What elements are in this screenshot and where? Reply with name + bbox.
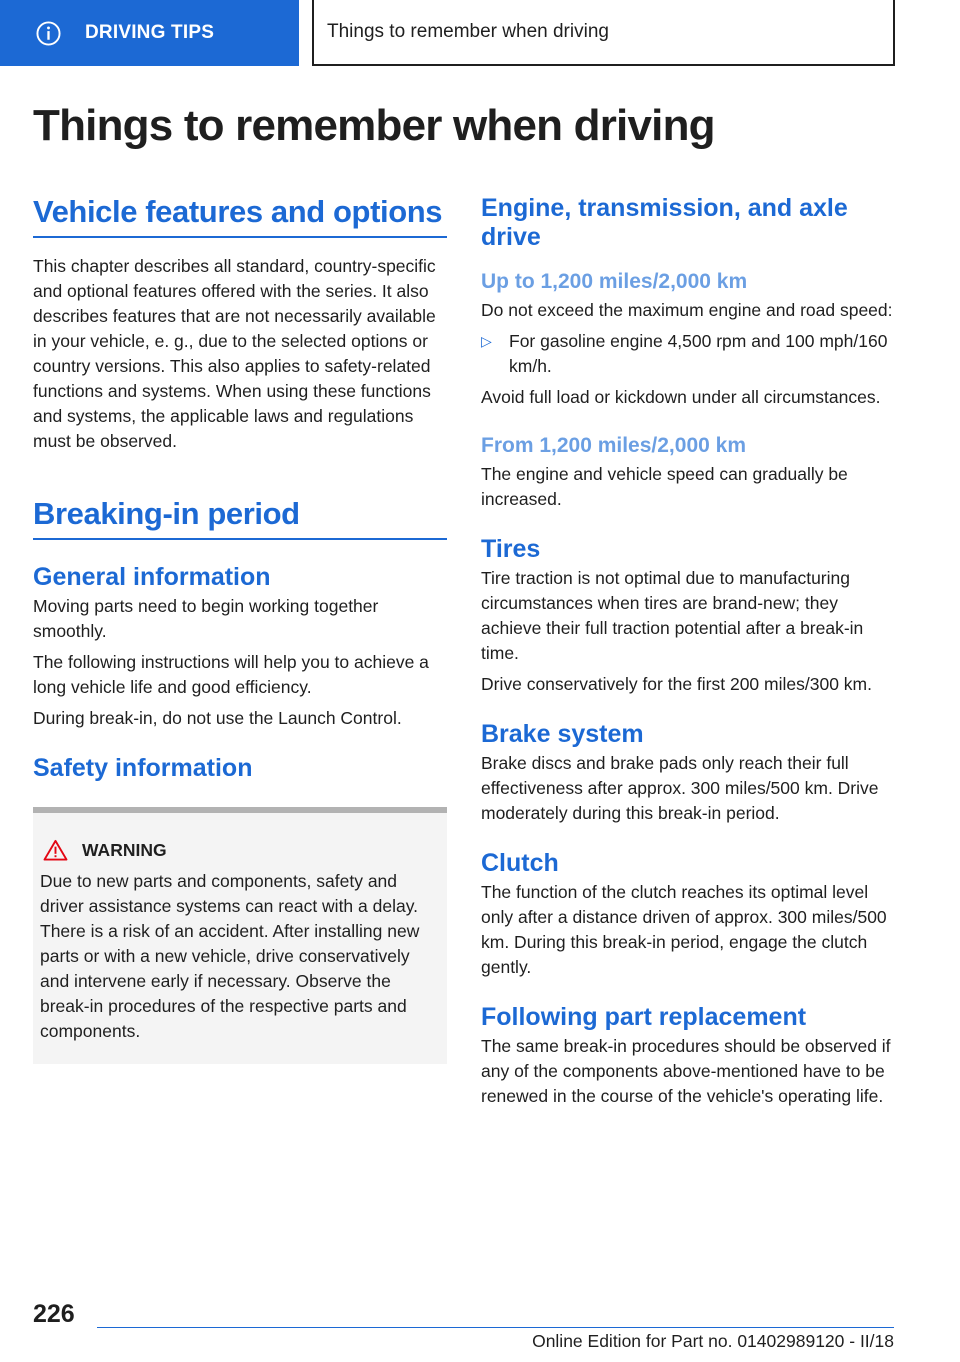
breadcrumb[interactable]: Things to remember when driving (312, 0, 895, 66)
left-column (33, 194, 447, 1064)
warning-title: WARNING (82, 840, 167, 860)
general-p1: Moving parts need to begin working together smoothly. (33, 596, 379, 641)
warning-body: Due to new parts and components, safety and driver assistance systems can react with a delay. There is a risk of an accident. After installing new parts or with a new vehicle, drive conservatively and intervene early if necessary. Observe the break-in procedures of the respective parts and components. (40, 871, 420, 1041)
warning-box (33, 807, 447, 1064)
from-p1: The engine and vehicle speed can gradually be increased. (481, 464, 848, 509)
engine-heading: Engine, transmission, and axle drive (481, 194, 848, 251)
warning-triangle-icon (43, 839, 68, 861)
list-item (481, 329, 901, 379)
replacement-heading: Following part replacement (481, 1003, 807, 1031)
upto-bullet: For gasoline engine 4,500 rpm and 100 mph/160 km/h. (509, 331, 888, 376)
tires-p2: Drive conservatively for the first 200 miles/300 km. (481, 674, 872, 694)
brake-p1: Brake discs and brake pads only reach their full effectiveness after approx. 300 miles/500 km. Drive moderately during this break-in period. (481, 753, 879, 823)
footer-divider (97, 1327, 894, 1328)
brake-heading: Brake system (481, 720, 644, 748)
vehicle-features-heading: Vehicle features and options (33, 194, 447, 238)
upto-p2: Avoid full load or kickdown under all circumstances. (481, 387, 881, 407)
tires-heading: Tires (481, 535, 541, 563)
replacement-p1: The same break-in procedures should be observed if any of the components above-mentioned have to be renewed in the course of the vehicle's operating life. (481, 1036, 891, 1106)
general-p3: During break-in, do not use the Launch Control. (33, 708, 402, 728)
general-information-heading: General information (33, 563, 271, 591)
from-heading: From 1,200 miles/2,000 km (481, 434, 746, 457)
page-number: 226 (33, 1300, 75, 1328)
upto-heading: Up to 1,200 miles/2,000 km (481, 270, 748, 293)
clutch-heading: Clutch (481, 849, 559, 877)
section-tab[interactable] (0, 0, 299, 66)
footer-edition: Online Edition for Part no. 01402989120 - II/18 (532, 1331, 894, 1351)
upto-p1: Do not exceed the maximum engine and road speed: (481, 300, 893, 320)
bullet-triangle-icon: ▷ (481, 333, 492, 349)
warning-header (40, 839, 439, 861)
info-icon (36, 21, 61, 46)
section-label: DRIVING TIPS (85, 22, 215, 43)
breaking-in-heading: Breaking-in period (33, 496, 447, 540)
right-column (481, 194, 901, 1109)
tires-p1: Tire traction is not optimal due to manufacturing circumstances when tires are brand-new; they achieve their full traction potential after a break-in time. (481, 568, 864, 663)
general-p2: The following instructions will help you to achieve a long vehicle life and good efficiency. (33, 652, 429, 697)
page-title: Things to remember when driving (33, 101, 715, 150)
clutch-p1: The function of the clutch reaches its optimal level only after a distance driven of approx. 300 miles/500 km. During this break-in period, engage the clutch gently. (481, 882, 887, 977)
safety-information-heading: Safety information (33, 754, 253, 782)
vehicle-features-body: This chapter describes all standard, country-specific and optional features offered with the series. It also describes features that are not necessarily available in your vehicle, e. g., due to the selected options or country versions. This also applies to safety-related functions and systems. When using these functions and systems, the applicable laws and regulations must be observed. (33, 256, 436, 451)
page-header (0, 0, 960, 66)
